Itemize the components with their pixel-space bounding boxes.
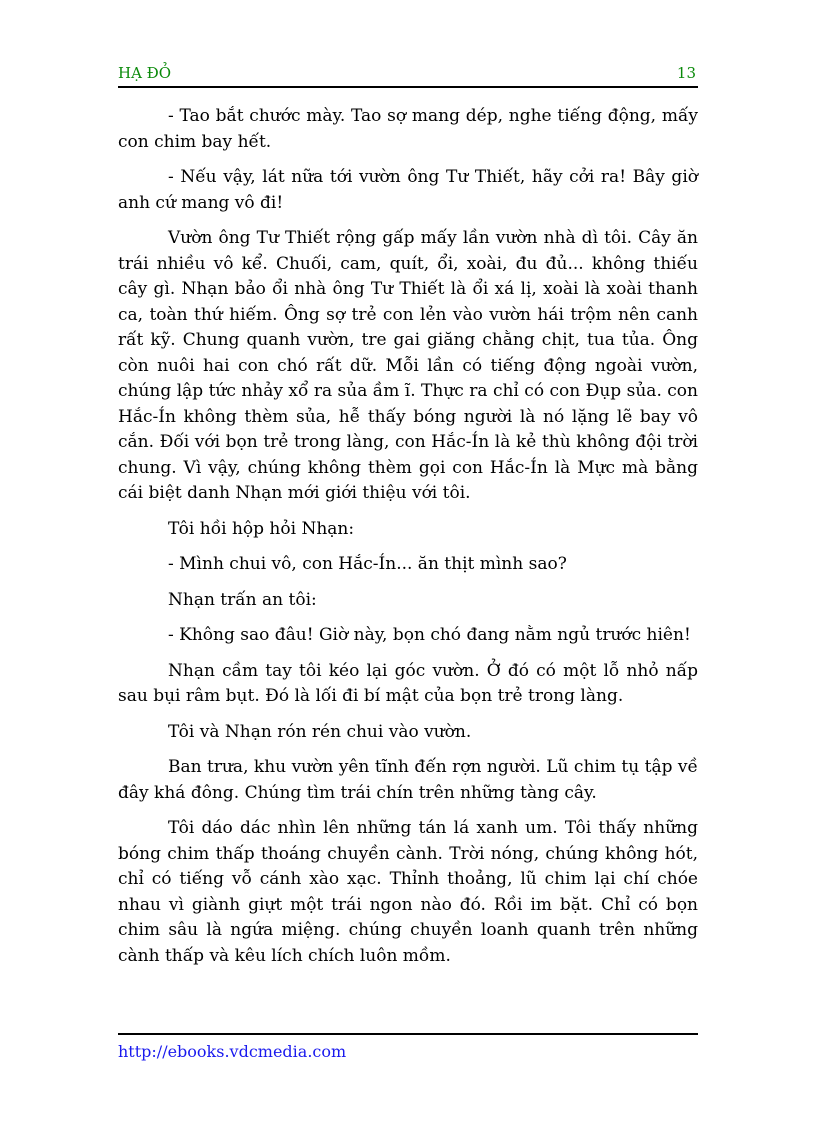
paragraph: - Mình chui vô, con Hắc-Ín... ăn thịt mình sao? (168, 554, 567, 574)
paragraph: Nhạn trấn an tôi: (168, 589, 317, 610)
paragraph: Nhạn cầm tay tôi kéo lại góc vườn. Ở đó có một lỗ nhỏ nấp sau bụi râm bụt. Đó là lối đi bí mật của bọn trẻ trong làng. (118, 660, 698, 706)
paragraph: Tôi hồi hộp hỏi Nhạn: (168, 518, 355, 539)
body-text (118, 104, 698, 979)
paragraph: Vườn ông Tư Thiết rộng gấp mấy lần vườn nhà dì tôi. Cây ăn trái nhiều vô kể. Chuối, cam, quít, ổi, xoài, đu đủ... không thiếu cây gì. Nhạn bảo ổi nhà ông Tư Thiết là ổi xá lị, xoài là xoài thanh ca, toàn thứ hiếm. Ông sợ trẻ con lẻn vào vườn hái trộm nên canh rất kỹ. Chung quanh vườn, tre gai giăng chằng chịt, tua tủa. Ông còn nuôi hai con chó rất dữ. Mỗi lần có tiếng động ngoài vườn, chúng lập tức nhảy xổ ra sủa ầm ĩ. Thực ra chỉ có con Đụp sủa. con Hắc-Ín không thèm sủa, hễ thấy bóng người là nó lặng lẽ bay vô cắn. Đối với bọn trẻ trong làng, con Hắc-Ín là kẻ thù không đội trời chung. Vì vậy, chúng không thèm gọi con Hắc-Ín là Mực mà bằng cái biệt danh Nhạn mới giới thiệu với tôi. (118, 228, 698, 503)
page-number: 13 (676, 64, 696, 82)
paragraph: - Tao bắt chước mày. Tao sợ mang dép, nghe tiếng động, mấy con chim bay hết. (118, 106, 698, 152)
paragraph: - Không sao đâu! Giờ này, bọn chó đang nằm ngủ trước hiên! (168, 625, 691, 645)
page-header (118, 64, 698, 88)
paragraph: Tôi dáo dác nhìn lên những tán lá xanh um. Tôi thấy những bóng chim thấp thoáng chuyền cành. Trời nóng, chúng không hót, chỉ có tiếng vỗ cánh xào xạc. Thỉnh thoảng, lũ chim lại chí chóe nhau vì giành giựt một trái ngon nào đó. Rồi im bặt. Chỉ có bọn chim sâu là ngứa miệng. chúng chuyền loanh quanh trên những cành thấp và kêu lích chích luôn mồm. (118, 818, 698, 966)
paragraph: - Nếu vậy, lát nữa tới vườn ông Tư Thiết, hãy cởi ra! Bây giờ anh cứ mang vô đi! (118, 167, 698, 213)
book-title: HẠ ĐỎ (118, 64, 172, 82)
paragraph: Ban trưa, khu vườn yên tĩnh đến rợn người. Lũ chim tụ tập về đây khá đông. Chúng tìm trái chín trên những tàng cây. (118, 757, 698, 803)
paragraph: Tôi và Nhạn rón rén chui vào vườn. (168, 721, 472, 742)
footer-divider (118, 1033, 698, 1035)
footer-link[interactable]: http://ebooks.vdcmedia.com (118, 1042, 347, 1061)
